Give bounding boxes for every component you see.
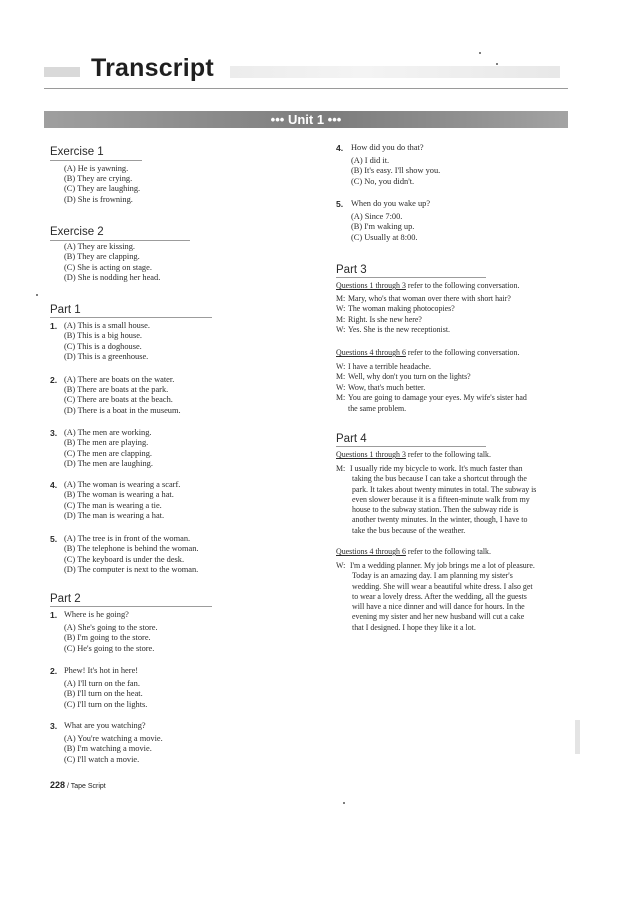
line-text: Right. Is she new here? xyxy=(348,315,422,324)
option: (C) She is acting on stage. xyxy=(64,263,152,272)
section-heading-part-4: Part 4 xyxy=(336,433,367,445)
option: (A) The men are working. xyxy=(64,428,152,437)
scan-speck xyxy=(343,802,345,804)
talk-line: will have a nice dinner and will dance for hours. In the xyxy=(352,602,525,612)
option: (B) I'm watching a movie. xyxy=(64,744,152,753)
dialogue-line xyxy=(336,393,568,403)
scan-speck xyxy=(496,63,498,65)
instruction xyxy=(336,348,519,358)
section-rule xyxy=(50,317,212,318)
instruction-text: refer to the following talk. xyxy=(405,450,491,459)
option: (C) The men are clapping. xyxy=(64,449,152,458)
option: (D) She is nodding her head. xyxy=(64,273,161,282)
instruction-text: refer to the following conversation. xyxy=(405,348,520,357)
option: (A) I'll turn on the fan. xyxy=(64,679,140,688)
option: (C) The man is wearing a tie. xyxy=(64,501,162,510)
talk-text xyxy=(345,464,567,536)
section-heading-part-3: Part 3 xyxy=(336,264,367,276)
question-number: 1. xyxy=(50,610,58,620)
question-number: 1. xyxy=(50,321,58,331)
question-number: 4. xyxy=(336,143,344,153)
section-rule xyxy=(336,277,486,278)
option: (B) I'm waking up. xyxy=(351,222,415,231)
title-rule xyxy=(44,88,568,89)
option: (C) Usually at 8:00. xyxy=(351,233,418,242)
talk-line: Today is an amazing day. I am planning my sister's xyxy=(352,571,513,581)
option: (D) She is frowning. xyxy=(64,195,133,204)
option: (A) The tree is in front of the woman. xyxy=(64,534,191,543)
dialogue-line xyxy=(336,294,568,304)
line-text: Yes. She is the new receptionist. xyxy=(348,325,450,334)
line-text: Wow, that's much better. xyxy=(348,383,426,392)
talk-text xyxy=(345,561,567,633)
question-range: Questions 1 through 3 xyxy=(336,450,406,459)
option: (D) The computer is next to the woman. xyxy=(64,565,199,574)
option: (A) They are kissing. xyxy=(64,242,136,251)
line-text: You are going to damage your eyes. My wife's sister had xyxy=(348,393,527,402)
question-prompt: How did you do that? xyxy=(351,143,424,152)
talk-line: I'm a wedding planner. My job brings me a lot of pleasure. xyxy=(350,561,535,570)
talk-line: evening my sister and her new husband will cut a cake xyxy=(352,612,525,622)
talk-line: even slower because it is a fifteen-minute walk from my xyxy=(352,494,530,504)
talk-line: house to the subway station. Then the subway ride is xyxy=(352,505,519,515)
scan-smudge xyxy=(230,66,560,78)
question-prompt: What are you watching? xyxy=(64,721,146,730)
option: (B) There are boats at the park. xyxy=(64,385,169,394)
option: (C) He's going to the store. xyxy=(64,644,155,653)
question-number: 2. xyxy=(50,666,58,676)
section-heading-part-2: Part 2 xyxy=(50,593,81,605)
option: (C) There are boats at the beach. xyxy=(64,395,173,404)
line-text: I have a terrible headache. xyxy=(348,362,432,371)
scan-speck xyxy=(36,294,38,296)
option: (A) She's going to the store. xyxy=(64,623,158,632)
dialogue-line xyxy=(336,404,568,414)
question-number: 3. xyxy=(50,428,58,438)
option: (B) I'm going to the store. xyxy=(64,633,151,642)
scan-smudge xyxy=(44,67,80,77)
talk-line: that I designed. I hope they like it a lot. xyxy=(352,622,476,632)
option: (B) They are crying. xyxy=(64,174,133,183)
option: (B) This is a big house. xyxy=(64,331,143,340)
question-prompt: Where is he going? xyxy=(64,610,129,619)
footer-label: / Tape Script xyxy=(65,783,106,790)
section-heading-exercise-1: Exercise 1 xyxy=(50,146,104,158)
option: (C) I'll watch a movie. xyxy=(64,755,140,764)
talk-line: wedding. She will wear a beautiful white dress. I also get xyxy=(352,581,533,591)
option: (D) The man is wearing a hat. xyxy=(64,511,165,520)
option: (A) He is yawning. xyxy=(64,164,129,173)
section-heading-exercise-2: Exercise 2 xyxy=(50,226,104,238)
dialogue-line xyxy=(336,315,568,325)
dialogue-line xyxy=(336,304,568,314)
option: (B) I'll turn on the heat. xyxy=(64,689,143,698)
speaker: W: xyxy=(336,561,346,570)
dialogue-line xyxy=(336,383,568,393)
question-number: 2. xyxy=(50,375,58,385)
option: (B) The men are playing. xyxy=(64,438,149,447)
option: (A) Since 7:00. xyxy=(351,212,403,221)
section-rule xyxy=(50,606,212,607)
instruction xyxy=(336,547,491,557)
talk-line: take the bus because of the weather. xyxy=(352,525,466,535)
question-prompt: When do you wake up? xyxy=(351,199,431,208)
section-rule xyxy=(50,160,142,161)
question-range: Questions 4 through 6 xyxy=(336,348,406,357)
section-rule xyxy=(336,446,486,447)
scan-smudge xyxy=(575,720,580,754)
line-text: The woman making photocopies? xyxy=(348,304,455,313)
question-number: 5. xyxy=(50,534,58,544)
option: (D) This is a greenhouse. xyxy=(64,352,149,361)
unit-banner: ••• Unit 1 ••• xyxy=(44,111,568,128)
page-title: Transcript xyxy=(91,54,214,82)
scan-speck xyxy=(479,52,481,54)
talk-paragraph xyxy=(336,561,568,635)
option: (B) The woman is wearing a hat. xyxy=(64,490,174,499)
question-range: Questions 1 through 3 xyxy=(336,281,406,290)
speaker: W: xyxy=(336,362,346,371)
page-number: 228 xyxy=(50,780,66,790)
talk-line: another twenty minutes. In the winter, though, I have to xyxy=(352,515,528,525)
instruction xyxy=(336,450,491,460)
option: (C) They are laughing. xyxy=(64,184,141,193)
speaker: W: xyxy=(336,383,346,392)
option: (A) You're watching a movie. xyxy=(64,734,163,743)
talk-line: to wear a lovely dress. After the wedding, all the guests xyxy=(352,591,527,601)
option: (C) The keyboard is under the desk. xyxy=(64,555,185,564)
line-text: the same problem. xyxy=(348,404,407,413)
section-rule xyxy=(50,240,190,241)
talk-line: taking the bus because I can take a shortcut through the xyxy=(352,474,527,484)
option: (A) The woman is wearing a scarf. xyxy=(64,480,181,489)
section-heading-part-1: Part 1 xyxy=(50,304,81,316)
instruction-text: refer to the following talk. xyxy=(405,547,491,556)
talk-line: I usually ride my bicycle to work. It's much faster than xyxy=(350,464,523,473)
line-text: Mary, who's that woman over there with short hair? xyxy=(348,294,511,303)
speaker: M: xyxy=(336,464,346,473)
option: (C) I'll turn on the lights. xyxy=(64,700,148,709)
question-number: 4. xyxy=(50,480,58,490)
question-prompt: Phew! It's hot in here! xyxy=(64,666,139,675)
speaker: W: xyxy=(336,304,346,313)
instruction-text: refer to the following conversation. xyxy=(405,281,520,290)
speaker: M: xyxy=(336,315,346,324)
option: (D) There is a boat in the museum. xyxy=(64,406,181,415)
option: (B) The telephone is behind the woman. xyxy=(64,544,199,553)
instruction xyxy=(336,281,519,291)
option: (C) No, you didn't. xyxy=(351,177,415,186)
question-number: 3. xyxy=(50,721,58,731)
option: (B) They are clapping. xyxy=(64,252,140,261)
option: (C) This is a doghouse. xyxy=(64,342,142,351)
speaker: M: xyxy=(336,372,346,381)
page-footer xyxy=(50,780,106,790)
talk-line: park. It takes about twenty minutes in total. The subway is xyxy=(352,484,537,494)
option: (D) The men are laughing. xyxy=(64,459,153,468)
option: (A) I did it. xyxy=(351,156,390,165)
line-text: Well, why don't you turn on the lights? xyxy=(348,372,471,381)
option: (A) There are boats on the water. xyxy=(64,375,175,384)
dialogue-line xyxy=(336,325,568,335)
dialogue-line xyxy=(336,362,568,372)
question-number: 5. xyxy=(336,199,344,209)
speaker: M: xyxy=(336,294,346,303)
dialogue-line xyxy=(336,372,568,382)
option: (B) It's easy. I'll show you. xyxy=(351,166,441,175)
question-range: Questions 4 through 6 xyxy=(336,547,406,556)
speaker: M: xyxy=(336,393,346,402)
option: (A) This is a small house. xyxy=(64,321,150,330)
speaker: W: xyxy=(336,325,346,334)
talk-paragraph xyxy=(336,464,568,538)
